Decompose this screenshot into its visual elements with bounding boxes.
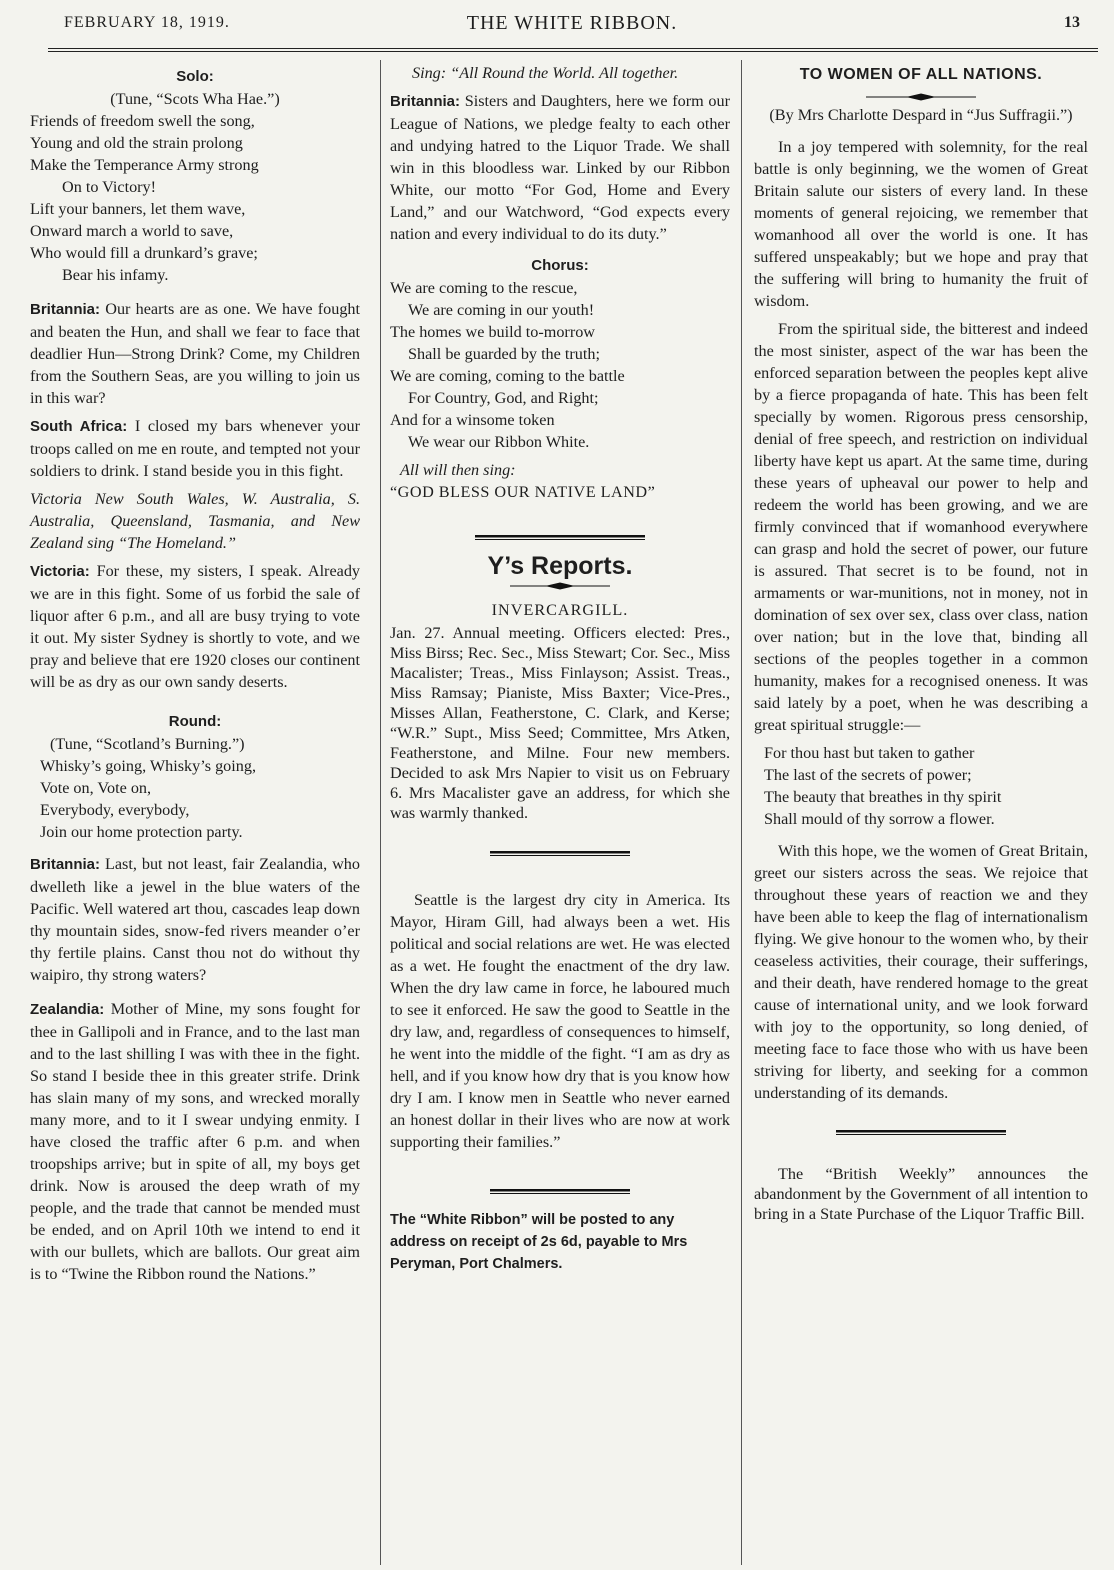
britannia-speech [390,90,730,245]
verse-line: Young and old the strain prolong [30,134,243,152]
solo-verse [30,110,360,286]
verse-line: Lift your banners, let them wave, [30,200,246,218]
column-divider [380,60,381,1565]
column-2 [390,62,730,1275]
section-divider [490,1187,630,1197]
column-3 [754,62,1088,1230]
speech-text: Our hearts are as one. We have fought and beaten the Hun, and shall we fear to face that deadlier Hun—Strong Drink? Come, my Children from the Southern Seas, are you willing to join us in this war? [30,300,361,407]
article-paragraph: From the spiritual side, the bitterest and indeed the most sinister, aspect of the war has been the enforced separation between the peoples kept alive by a fierce propaganda of hate. This has been felt specially by women. Rigorous press censorship, denial of free speech, and restriction on individual liberty have kept us apart. At the same time, during these years of upheaval our power to help and redeem the world has been growing, and we are firmly convinced that if womanhood everywhere can grasp and hold the secret of power, our future is assured. That secret is to be found, not in armaments or war-munitions, not in money, not in domination of sex over sex, class over class, nation over nation; but in the love that, binding all sections of the peoples together in a common humanity, makes for a recognised oneness. It was said lately by a poet, when he was describing a great spiritual struggle:— [754,320,1088,734]
verse-line: And for a winsome token [390,411,555,429]
poem-quote [764,742,1088,830]
verse-line: We are coming, coming to the battle [390,367,625,385]
speaker: Victoria: [30,563,90,580]
section-divider [475,533,645,543]
verse-line: Shall be guarded by the truth; [408,345,600,363]
section-divider [490,849,630,859]
solo-tune: (Tune, “Scots Wha Hae.”) [110,90,280,108]
britannia-speech [30,853,360,986]
verse-line: For Country, God, and Right; [408,389,599,407]
speech-text: Last, but not least, fair Zealandia, who dwelleth like a jewel in the blue waters of the Pacific. Well watered art thou, cascades leap down thy mountain sides, snow-fed rivers meander o’er thy fertile plains. Canst thou not do without thy waipiro, thy strong waters? [30,855,360,984]
article-paragraph: With this hope, we the women of Great Britain, greet our sisters across the seas. We rejoice that throughout these years of reaction we and they have been able to keep the flag of internationalism flying. We give honour to the women who, by their ceaseless activities, their courage, their sufferings, and their death, have rendered homage to the great cause of international unity, and we look forward with joy to the opportunity, so long denied, of meeting face to face those who with us have been striving for liberty, and seeking for a common understanding of its demands. [754,842,1088,1102]
speech-text: I closed my bars whenever your troops called on me en route, and tempted not your soldiers to drink. I stand beside you in this fight. [30,417,360,480]
speaker: Britannia: [390,93,461,110]
victoria-speech [30,560,360,693]
poem-line: Shall mould of thy sorrow a flower. [764,810,995,828]
verse-line: We wear our Ribbon White. [408,433,590,451]
issue-date: FEBRUARY 18, 1919. [64,14,230,31]
verse-line: Bear his infamy. [62,266,169,284]
article-paragraph: In a joy tempered with solemnity, for the real battle is only beginning, we the women of Great Britain salute our sisters of every land. In these moments of general rejoicing, we remember that womanhood all over the world is one. It has suffered unspeakably; but we hope and pray that the suffering will bring to humanity the fruit of wisdom. [754,138,1088,310]
ys-reports-heading: Y’s Reports. [487,552,633,580]
south-africa-speech [30,415,360,482]
round-heading: Round: [168,713,222,730]
verse-line: Onward march a world to save, [30,222,234,240]
speech-text: Mother of Mine, my sons fought for thee in Gallipoli and in France, and to the last man and to the last shilling I was with thee in the fight. So stand I beside thee in this greater strife. Drink has slain many of my sons, and wrecked morally many more, and to it I swear undying enmity. I have closed the traffic after 6 p.m. and when troopships arrive; but in spite of all, my boys get drink. Now is aroused the deep wrath of my people, and the trade that cannot be mended must be ended, and on April 10th we intend to end it with our bullets, which are ballots. Our great aim is to “Twine the Ribbon round the Nations.” [30,1000,361,1283]
speaker: Britannia: [30,301,101,318]
solo-heading: Solo: [176,68,214,85]
all-sing-direction: All will then sing: [400,461,516,479]
report-location: INVERCARGILL. [491,601,629,619]
sing-direction: Sing: “All Round the World. All together. [412,64,679,82]
invercargill-report: Jan. 27. Annual meeting. Officers elected: Pres., Miss Birss; Rec. Sec., Miss Stewart; Cor. Sec., Miss Macalister; Treas., Miss Finlayson; Assist. Treas., Miss Ramsay; Pianiste, Miss Baxter; Vice-Pres., Misses Allan, Featherstone, C. Clark, and Kerse; “W.R.” Supt., Miss Seed; Committee, Mrs Atken, Featherstone, and Milne. Four new members. Decided to ask Mrs Napier to visit us on February 6. Mrs Macalister gave an address, for which she was warmly thanked. [390,624,730,822]
subscription-notice: The “White Ribbon” will be posted to any address on receipt of 2s 6d, payable to Mrs Peryman, Port Chalmers. [390,1212,688,1272]
verse-line: We are coming to the rescue, [390,279,578,297]
verse-line: Everybody, everybody, [40,801,190,819]
round-tune: (Tune, “Scotland’s Burning.”) [50,735,245,753]
round-verse [30,755,360,843]
ornament-divider [510,581,610,591]
ornament-divider [866,92,976,102]
chorus-verse [390,277,730,453]
zealandia-speech [30,998,360,1285]
column-1 [30,62,360,1291]
poem-line: For thou hast but taken to gather [764,744,975,762]
britannia-speech [30,298,360,409]
speech-text: Sisters and Daughters, here we form our League of Nations, we pledge fealty to each other and undying hatred to the Liquor Trade. We shall win in this bloodless war. Linked by our Ribbon White, our motto “For God, Home and Every Land,” and our Watchword, “God expects every nation and every individual to do its duty.” [390,92,730,243]
seattle-article: Seattle is the largest dry city in America. Its Mayor, Hiram Gill, had always been a wet. His political and social relations are wet. He was elected as a wet. He fought the enactment of the dry law. When the dry law came in force, he laboured much to see it enforced. He saw the good to Seattle in the dry law, and, regardless of consequences to himself, he went into the middle of the fight. “I am as dry as hell, and if you know how dry that is you know how dry I am. I know men in Seattle who never earned an honest dollar in their lives who are now at work supporting their families.” [390,891,730,1151]
speech-text: For these, my sisters, I speak. Already we are in this fight. Some of us forbid the sale of liquor after 6 p.m., and all are busy trying to vote it out. My sister Sydney is shortly to vote, and we pray and believe that ere 1920 closes our continent will be as dry as our own sandy deserts. [30,562,361,691]
speaker: Britannia: [30,856,101,873]
verse-line: Who would fill a drunkard’s grave; [30,244,258,262]
page-header [64,10,1080,40]
speaker: Zealandia: [30,1001,105,1018]
verse-line: We are coming in our youth! [408,301,595,319]
publication-title: THE WHITE RIBBON. [466,12,678,34]
verse-line: On to Victory! [62,178,157,196]
column-divider [741,60,742,1565]
verse-line: Join our home protection party. [40,823,243,841]
stage-direction: Victoria New South Wales, W. Australia, S. Australia, Queensland, Tasmania, and New Zealand sing “The Homeland.” [30,490,360,552]
anthem-title: “GOD BLESS OUR NATIVE LAND” [390,483,656,501]
chorus-heading: Chorus: [531,257,589,274]
poem-line: The beauty that breathes in thy spirit [764,788,1002,806]
section-divider [836,1128,1006,1138]
verse-line: Vote on, Vote on, [40,779,152,797]
article-title: TO WOMEN OF ALL NATIONS. [799,66,1043,83]
verse-line: Make the Temperance Army strong [30,156,259,174]
verse-line: Whisky’s going, Whisky’s going, [40,757,256,775]
page-number: 13 [1064,14,1080,31]
speaker: South Africa: [30,418,128,435]
verse-line: Friends of freedom swell the song, [30,112,255,130]
article-byline: (By Mrs Charlotte Despard in “Jus Suffragii.”) [769,106,1073,124]
verse-line: The homes we build to-morrow [390,323,595,341]
header-rule [48,48,1098,56]
british-weekly-note: The “British Weekly” announces the abandonment by the Government of all intention to bring in a State Purchase of the Liquor Traffic Bill. [754,1165,1088,1223]
poem-line: The last of the secrets of power; [764,766,972,784]
